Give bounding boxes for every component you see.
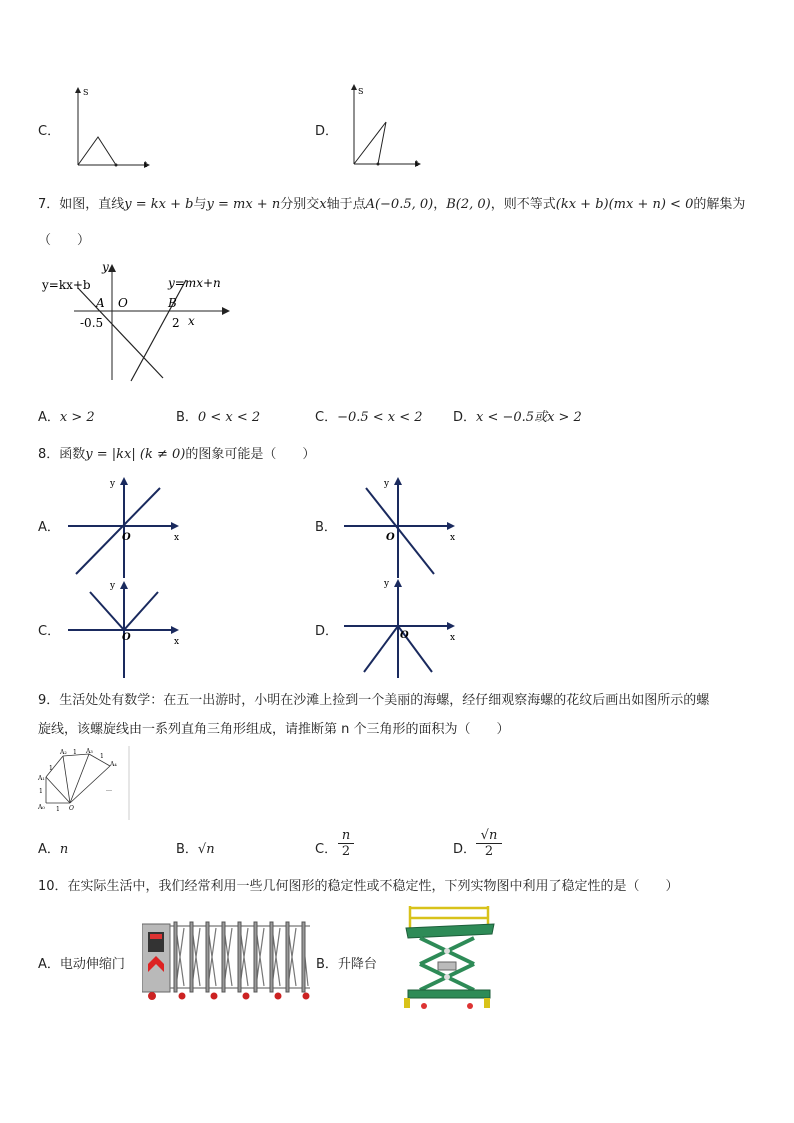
q9-stem-line1: 9．生活处处有数学：在五一出游时，小明在沙滩上捡到一个美丽的海螺，经仔细观察海螺的花纹后画出如图所示的螺 xyxy=(38,693,710,708)
q9-fig-one-b: 1 xyxy=(39,788,43,795)
q9-fig-one-e: 1 xyxy=(100,753,104,760)
q9-fig-a0: A₀ xyxy=(38,804,45,811)
q7-label-mx: y=mx+n xyxy=(168,276,221,290)
q8-c-x: x xyxy=(174,637,180,647)
q8-option-b-label: B． xyxy=(315,520,337,535)
q8-a-o: O xyxy=(122,532,131,543)
q7-option-a: A．x > 2 xyxy=(38,410,95,425)
q9-fig-a4: A₄ xyxy=(110,761,117,768)
q10-telescopic-gate-image xyxy=(142,916,314,1002)
q9-option-b: B．√n xyxy=(176,842,215,857)
q9-fig-one-d: 1 xyxy=(73,749,77,756)
q6-option-c-label: C． xyxy=(38,124,61,139)
q6-d-s-label: S xyxy=(358,87,364,96)
q6-option-c-graph xyxy=(62,85,162,170)
q6-option-d-label: D． xyxy=(315,124,339,139)
q10-lift-platform-image xyxy=(404,902,496,1012)
q8-option-a-label: A． xyxy=(38,520,60,535)
q8-b-x: x xyxy=(450,533,456,543)
q9-option-c: C． xyxy=(315,842,338,857)
q7-label-a: A xyxy=(96,296,105,310)
q7-answer-paren: （ ） xyxy=(38,233,91,248)
q9-option-c-fraction: n 2 xyxy=(338,828,354,860)
q7-figure xyxy=(38,258,238,386)
q7-option-c: C．−0.5 < x < 2 xyxy=(315,410,423,425)
q7-label-x: x xyxy=(188,314,195,328)
q9-fig-a3: A₃ xyxy=(86,748,93,755)
q8-c-y: y xyxy=(110,581,116,591)
q9-fig-o: O xyxy=(69,805,74,812)
q9-fig-one-c: 1 xyxy=(49,765,53,772)
q9-fig-dots: … xyxy=(106,786,112,793)
q9-fig-a2: A₂ xyxy=(60,749,67,756)
q9-fig-a1: A₁ xyxy=(38,775,45,782)
q8-b-o: O xyxy=(386,532,395,543)
q8-option-c-graph xyxy=(62,578,192,680)
q8-a-x: x xyxy=(174,533,180,543)
q8-option-c-label: C． xyxy=(38,624,61,639)
q7-label-b: B xyxy=(168,296,177,310)
q9-stem-line2: 旋线，该螺旋线由一系列直角三角形组成，请推断第 n 个三角形的面积为（ ） xyxy=(38,722,510,737)
q9-option-d-fraction: √n 2 xyxy=(476,828,502,860)
q7-option-d: D．x < −0.5或x > 2 xyxy=(453,410,582,425)
q6-option-d-graph xyxy=(338,82,438,170)
q9-option-d: D． xyxy=(453,842,477,857)
q7-label-o: O xyxy=(118,296,128,310)
q7-label-kx: y=kx+b xyxy=(42,278,91,292)
q8-d-y: y xyxy=(384,579,390,589)
q7-label-neg05: -0.5 xyxy=(80,316,104,330)
q8-option-b-graph xyxy=(338,474,468,580)
q8-option-d-label: D． xyxy=(315,624,339,639)
q8-d-o: O xyxy=(400,630,409,641)
q6-d-t-label: t xyxy=(415,159,419,168)
q8-option-d-graph xyxy=(338,576,468,680)
q8-a-y: y xyxy=(110,479,116,489)
q8-option-a-graph xyxy=(62,474,192,580)
q10-stem: 10．在实际生活中，我们经常利用一些几何图形的稳定性或不稳定性，下列实物图中利用了稳定性的是（ ） xyxy=(38,879,679,894)
q6-c-s-label: S xyxy=(83,88,89,97)
q9-fig-one-a: 1 xyxy=(56,806,60,813)
q10-option-a: A．电动伸缩门 xyxy=(38,957,125,972)
q8-c-o: O xyxy=(122,632,131,643)
q7-label-y: y xyxy=(102,260,109,274)
q9-option-a: A．n xyxy=(38,842,69,857)
q6-c-t-label: t xyxy=(144,160,148,169)
q8-stem: 8．函数y = |kx| (k ≠ 0)的图象可能是（ ） xyxy=(38,447,316,462)
q9-spiral-figure xyxy=(36,746,132,820)
q10-option-b: B．升降台 xyxy=(316,957,377,972)
q7-option-b: B．0 < x < 2 xyxy=(176,410,261,425)
q8-d-x: x xyxy=(450,633,456,643)
q7-stem: 7．如图，直线y = kx + b与y = mx + n分别交x轴于点A(−0.5, 0)，B(2, 0)，则不等式(kx + b)(mx + n) < 0的解集为 xyxy=(38,197,746,212)
q8-b-y: y xyxy=(384,479,390,489)
q7-label-two: 2 xyxy=(172,316,180,330)
